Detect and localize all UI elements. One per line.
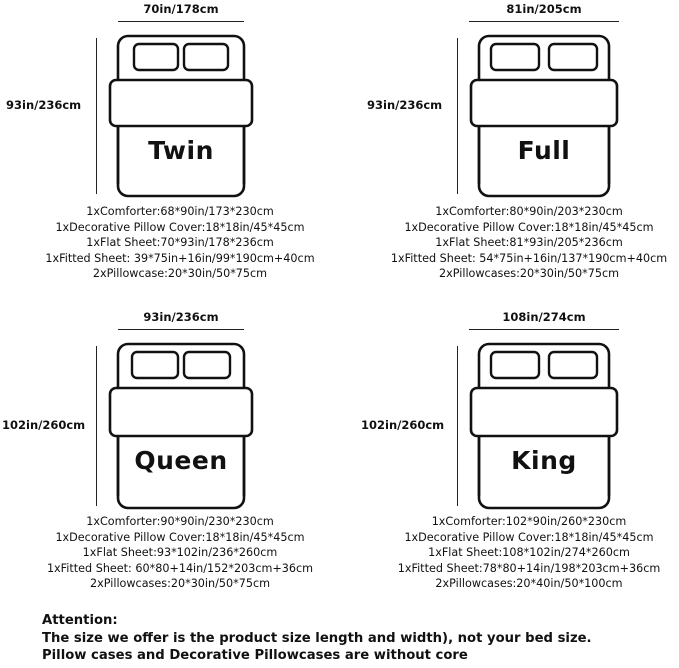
- spec-item: 1xFlat Sheet:81*93in/205*236cm: [435, 236, 623, 250]
- spec-item: 1xFitted Sheet: 39*75in+16in/99*190cm+40cm: [45, 251, 315, 265]
- spec-item: 1xFlat Sheet:108*102in/274*260cm: [428, 546, 630, 560]
- attention-note: [42, 612, 592, 665]
- width-label: 70in/178cm: [143, 2, 219, 16]
- width-dimension-line: [118, 329, 244, 330]
- spec-item: 1xFitted Sheet: 54*75in+16in/137*190cm+40cm: [390, 251, 668, 265]
- spec-item: 1xFitted Sheet:78*80+14in/198*203cm+36cm: [397, 561, 661, 575]
- bed-icon: [108, 342, 254, 510]
- spec-item: 2xPillowcases:20*30in/50*75cm: [89, 577, 271, 591]
- length-dimension-line: [96, 346, 97, 506]
- width-label: 93in/236cm: [143, 310, 219, 324]
- spec-item: 1xComforter:102*90in/260*230cm: [431, 515, 627, 528]
- length-dimension-line: [457, 38, 458, 194]
- spec-item: 1xFlat Sheet:93*102in/236*260cm: [82, 546, 278, 560]
- width-dimension-line: [469, 329, 619, 330]
- spec-list: [10, 204, 350, 282]
- width-label: 81in/205cm: [506, 2, 582, 16]
- bed-size-name: King: [511, 446, 577, 475]
- spec-item: 1xDecorative Pillow Cover:18*18in/45*45cm: [55, 220, 305, 234]
- bed-illustration: [469, 34, 619, 198]
- spec-item: 1xDecorative Pillow Cover:18*18in/45*45cm: [404, 220, 654, 234]
- bed-size-name: Queen: [134, 446, 228, 475]
- spec-item: 1xFlat Sheet:70*93in/178*236cm: [86, 236, 274, 250]
- width-dimension-line: [469, 21, 619, 22]
- bed-size-name: Twin: [148, 136, 214, 165]
- size-panel-twin: [0, 0, 340, 305]
- spec-item: 1xFitted Sheet: 60*80+14in/152*203cm+36cm: [46, 561, 314, 575]
- size-panel-queen: [0, 308, 340, 613]
- bed-illustration: [469, 342, 619, 510]
- spec-item: 1xDecorative Pillow Cover:18*18in/45*45cm: [404, 530, 654, 544]
- length-label: 102in/260cm: [361, 418, 445, 432]
- spec-item: 2xPillowcase:20*30in/50*75cm: [92, 267, 268, 281]
- spec-list: [10, 514, 350, 592]
- length-label: 93in/236cm: [367, 98, 443, 112]
- size-panel-full: [339, 0, 679, 305]
- size-panel-king: [339, 308, 679, 613]
- spec-item: 1xComforter:68*90in/173*230cm: [86, 205, 274, 218]
- length-dimension-line: [457, 346, 458, 506]
- bed-illustration: [108, 34, 254, 198]
- attention-heading: Attention:: [42, 613, 118, 628]
- spec-item: 1xComforter:80*90in/203*230cm: [435, 205, 623, 218]
- length-label: 93in/236cm: [6, 98, 82, 112]
- width-dimension-line: [118, 21, 244, 22]
- bed-icon: [108, 34, 254, 198]
- bed-icon: [469, 34, 619, 198]
- attention-line: The size we offer is the product size length and width), not your bed size.: [42, 630, 592, 646]
- length-dimension-line: [96, 38, 97, 194]
- spec-item: 2xPillowcases:20*30in/50*75cm: [438, 267, 620, 281]
- spec-item: 1xDecorative Pillow Cover:18*18in/45*45cm: [55, 530, 305, 544]
- spec-item: 1xComforter:90*90in/230*230cm: [86, 515, 274, 528]
- spec-item: 2xPillowcases:20*40in/50*100cm: [435, 577, 623, 591]
- bed-size-name: Full: [517, 136, 571, 165]
- width-label: 108in/274cm: [502, 310, 586, 324]
- bed-icon: [469, 342, 619, 510]
- length-label: 102in/260cm: [2, 418, 86, 432]
- spec-list: [379, 514, 679, 592]
- bed-illustration: [108, 342, 254, 510]
- attention-line: Pillow cases and Decorative Pillowcases are without core: [42, 648, 468, 663]
- spec-list: [379, 204, 679, 282]
